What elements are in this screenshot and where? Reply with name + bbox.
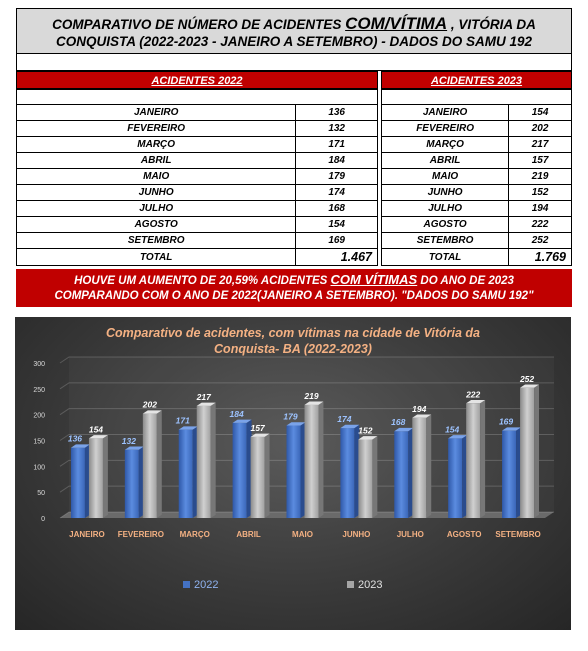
y-tick-label: 300 — [33, 361, 45, 368]
bar-2022 — [176, 416, 198, 518]
table-row — [17, 201, 378, 217]
x-tick-label: FEVEREIRO — [117, 530, 164, 539]
data-label: 171 — [175, 415, 190, 426]
bar-2023-side — [480, 400, 485, 518]
y-tick-label: 50 — [37, 490, 45, 498]
chart-legend — [183, 579, 382, 591]
value-cell: 152 — [509, 185, 572, 201]
conclusion-text-a: HOUVE UM AUMENTO DE 20,59% ACIDENTES — [74, 275, 331, 287]
bar-2022 — [230, 409, 252, 518]
value-cell: 202 — [509, 121, 572, 137]
bar-2022-front — [287, 426, 301, 518]
month-cell: SETEMBRO — [382, 233, 509, 249]
month-cell: MAIO — [17, 169, 296, 185]
x-tick-label: JUNHO — [342, 530, 371, 539]
legend-swatch — [183, 581, 190, 588]
y-tick-label: 150 — [33, 438, 45, 446]
x-tick-label: MARÇO — [179, 530, 210, 539]
x-tick-label: MAIO — [292, 530, 313, 539]
bar-2023-side — [534, 385, 539, 519]
table-row — [17, 217, 378, 233]
value-cell: 154 — [296, 217, 378, 233]
blank-row — [16, 54, 572, 71]
bar-2023-front — [305, 405, 319, 518]
month-cell: FEVEREIRO — [17, 121, 296, 137]
bar-2023-side — [265, 434, 270, 518]
bar-2023-front — [466, 403, 480, 518]
data-label: 174 — [337, 414, 352, 425]
table-row — [382, 169, 572, 185]
data-label: 217 — [196, 391, 211, 402]
x-tick-label: JANEIRO — [69, 530, 105, 539]
bar-chart — [15, 317, 571, 630]
table-row — [17, 185, 378, 201]
bar-2023 — [142, 400, 162, 518]
data-label: 157 — [250, 422, 265, 433]
table-row — [382, 233, 572, 249]
table-row — [17, 137, 378, 153]
y-axis — [33, 361, 45, 523]
bar-2023-side — [426, 414, 431, 518]
data-label: 219 — [304, 390, 319, 401]
legend-label: 2022 — [194, 579, 219, 591]
month-cell: SETEMBRO — [17, 233, 296, 249]
bar-2022-front — [125, 450, 139, 518]
header-line-1 — [17, 14, 571, 34]
month-cell: FEVEREIRO — [382, 121, 509, 137]
bar-2023-front — [143, 414, 157, 518]
y-tick-label: 0 — [41, 516, 45, 523]
table-row — [17, 153, 378, 169]
x-tick-label: AGOSTO — [446, 530, 482, 539]
x-tick-label: SETEMBRO — [495, 530, 541, 539]
y-tick-label: 250 — [33, 386, 45, 394]
x-tick-label: ABRIL — [236, 530, 261, 539]
table-row — [382, 153, 572, 169]
table-row — [17, 169, 378, 185]
chart-title-line-1: Comparativo de acidentes, com vítimas na cidade de Vitória da — [106, 326, 480, 340]
legend-label: 2023 — [358, 579, 383, 591]
value-cell: 194 — [509, 201, 572, 217]
bar-2023 — [412, 404, 431, 518]
total-label: TOTAL — [382, 249, 509, 266]
value-cell: 219 — [509, 169, 572, 185]
bar-2022 — [445, 424, 467, 518]
bar-2022-front — [448, 438, 462, 518]
table-2022 — [16, 89, 378, 266]
month-cell: JUNHO — [17, 185, 296, 201]
header-text-a: COMPARATIVO DE NÚMERO DE ACIDENTES — [52, 17, 346, 32]
value-cell: 154 — [509, 105, 572, 121]
value-cell: 217 — [509, 137, 572, 153]
total-value: 1.769 — [509, 249, 572, 266]
bar-2023-front — [520, 388, 534, 518]
data-label: 132 — [121, 435, 136, 446]
value-cell: 222 — [509, 217, 572, 233]
value-cell: 157 — [509, 153, 572, 169]
month-cell: JULHO — [17, 201, 296, 217]
month-cell: JULHO — [382, 201, 509, 217]
bar-2023-front — [358, 439, 372, 518]
data-label: 252 — [519, 373, 535, 384]
table-row — [382, 217, 572, 233]
bar-2023-front — [412, 418, 426, 518]
value-cell: 184 — [296, 153, 378, 169]
month-cell: JUNHO — [382, 185, 509, 201]
bar-2023 — [251, 423, 270, 518]
y-tick-label: 100 — [33, 464, 45, 472]
value-cell: 169 — [296, 233, 378, 249]
header-line-2: CONQUISTA (2022-2023 - JANEIRO A SETEMBRO) - DADOS DO SAMU 192 — [55, 34, 533, 49]
bar-2023-side — [372, 436, 377, 518]
table-spacer — [17, 90, 378, 105]
value-cell: 168 — [296, 201, 378, 217]
data-label: 154 — [88, 424, 104, 435]
table-row — [382, 105, 572, 121]
month-cell: JANEIRO — [382, 105, 509, 121]
value-cell: 171 — [296, 137, 378, 153]
bar-2023 — [303, 391, 323, 518]
value-cell: 179 — [296, 169, 378, 185]
y-tick-label: 200 — [33, 412, 45, 420]
data-label: 154 — [445, 424, 460, 435]
table-2022-title — [16, 71, 378, 89]
data-label: 194 — [412, 403, 427, 414]
chart-title-line-2: Conquista- BA (2022-2023) — [214, 342, 372, 356]
data-label: 136 — [67, 433, 83, 444]
report-header — [16, 8, 572, 54]
data-label: 169 — [498, 416, 514, 427]
bar-2023 — [196, 392, 216, 518]
conclusion-highlight: COM VÍTIMAS — [330, 272, 418, 287]
bar-2023-front — [197, 406, 211, 518]
data-label: 179 — [283, 411, 298, 422]
month-cell: MARÇO — [17, 137, 296, 153]
x-tick-label: JULHO — [396, 530, 424, 539]
bar-2023 — [89, 424, 108, 518]
value-cell: 136 — [296, 105, 378, 121]
bar-2023 — [358, 425, 377, 518]
table-row — [17, 233, 378, 249]
month-cell: JANEIRO — [17, 105, 296, 121]
bar-2022 — [499, 417, 521, 518]
bar-2023 — [519, 374, 539, 518]
bar-2022-front — [233, 423, 247, 518]
data-label: 152 — [358, 425, 373, 436]
table-row — [17, 105, 378, 121]
bar-2022 — [283, 412, 305, 518]
header-text-b: , VITÓRIA DA — [447, 17, 536, 32]
table-row — [17, 121, 378, 137]
bar-2022-front — [179, 430, 193, 518]
bar-2023-side — [319, 402, 324, 518]
bar-2022 — [337, 414, 359, 518]
bar-2022-front — [71, 448, 85, 518]
chart-title — [106, 326, 480, 356]
month-cell: ABRIL — [17, 153, 296, 169]
bar-2023-side — [157, 410, 162, 518]
bar-2023 — [465, 389, 485, 518]
table-row — [382, 121, 572, 137]
header-highlight: COM/VÍTIMA — [345, 14, 448, 33]
bar-2023-side — [211, 403, 216, 518]
bar-2023-side — [103, 435, 108, 518]
total-label: TOTAL — [17, 249, 296, 266]
data-label: 168 — [391, 417, 406, 428]
chart-panel — [15, 317, 571, 630]
bar-2022-front — [394, 431, 408, 518]
conclusion-text-b: DO ANO DE 2023 — [417, 275, 514, 287]
table-2023-title-text: ACIDENTES 2023 — [430, 75, 523, 87]
month-cell: MAIO — [382, 169, 509, 185]
data-label: 222 — [466, 389, 481, 400]
month-cell: ABRIL — [382, 153, 509, 169]
value-cell: 132 — [296, 121, 378, 137]
legend-swatch — [347, 581, 354, 588]
x-axis — [69, 530, 541, 539]
month-cell: AGOSTO — [382, 217, 509, 233]
table-2023 — [381, 89, 572, 266]
bar-2022-front — [502, 431, 516, 518]
month-cell: AGOSTO — [17, 217, 296, 233]
bar-2022-front — [340, 428, 354, 518]
bar-2023-front — [251, 437, 265, 518]
table-2022-title-text: ACIDENTES 2022 — [151, 75, 243, 87]
conclusion-line-1 — [16, 272, 572, 287]
conclusion-line-2: COMPARANDO COM O ANO DE 2022(JANEIRO A SETEMBRO). "DADOS DO SAMU 192" — [54, 290, 534, 302]
bar-2022 — [391, 417, 413, 518]
table-row — [382, 137, 572, 153]
conclusion-banner — [16, 269, 572, 307]
table-row — [382, 185, 572, 201]
month-cell: MARÇO — [382, 137, 509, 153]
table-2023-title — [381, 71, 572, 89]
bar-2023-front — [89, 438, 103, 518]
total-row — [382, 249, 572, 266]
data-label: 184 — [229, 408, 244, 419]
total-row — [17, 249, 378, 266]
value-cell: 252 — [509, 233, 572, 249]
total-value: 1.467 — [296, 249, 378, 266]
table-row — [382, 201, 572, 217]
table-spacer — [382, 90, 572, 105]
data-label: 202 — [142, 399, 157, 410]
value-cell: 174 — [296, 185, 378, 201]
